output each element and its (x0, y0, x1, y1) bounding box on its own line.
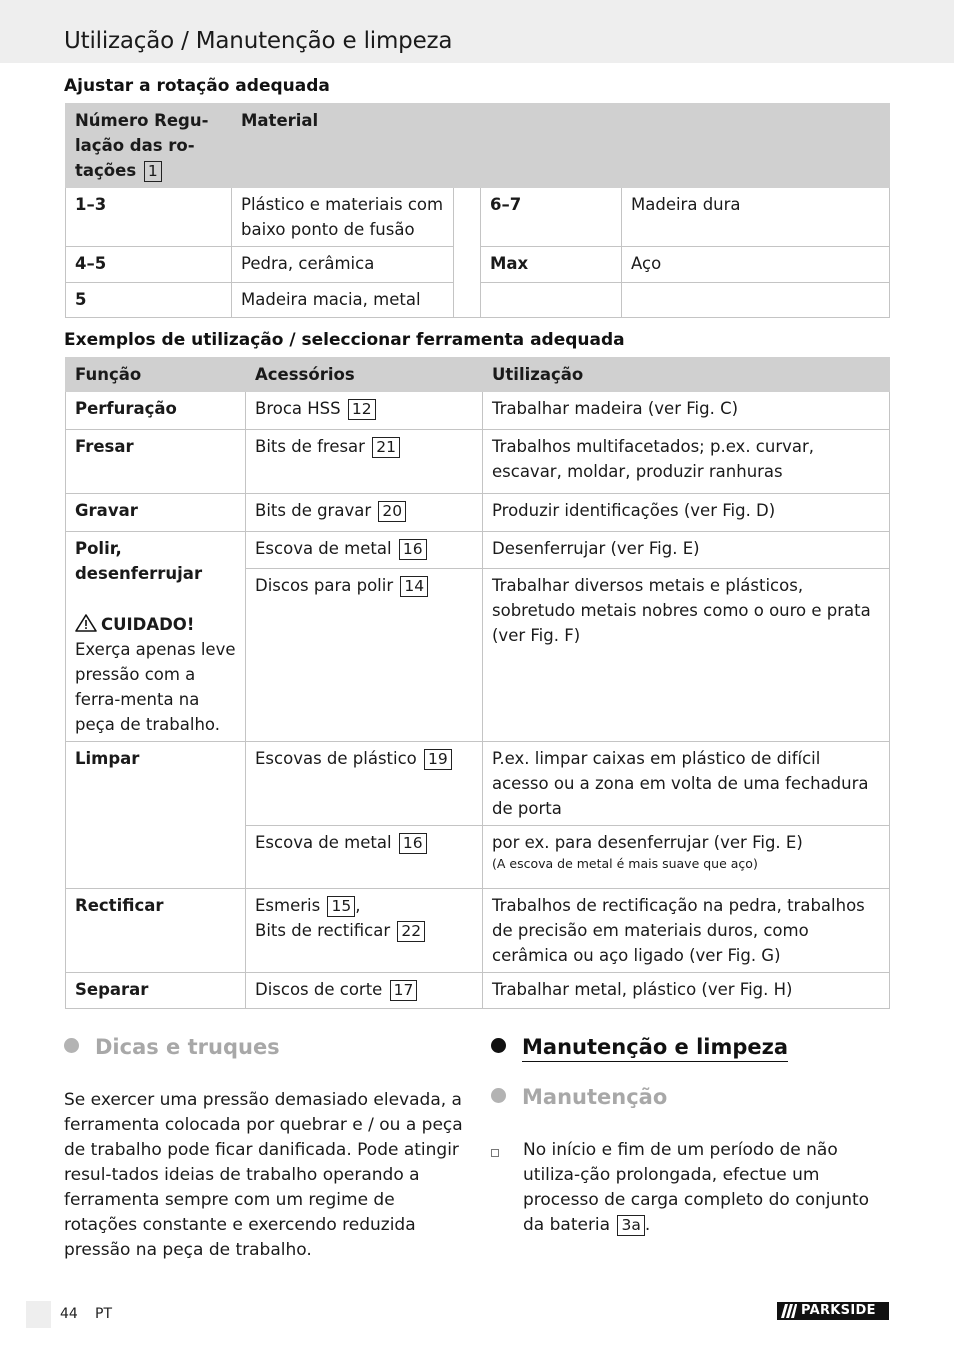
brand-logo: PARKSIDE (777, 1302, 889, 1320)
warning-text: Exerça apenas leve pressão com a ferra-menta na peça de trabalho. (75, 640, 236, 734)
bullet-icon (64, 1038, 79, 1053)
maintenance-subheading: Manutenção (491, 1085, 667, 1109)
language-code: PT (95, 1306, 112, 1322)
ref-box: 12 (348, 399, 376, 420)
bullet-icon (491, 1038, 506, 1053)
rotation-table (65, 103, 890, 318)
spacer-cell (454, 188, 481, 318)
header-usage: Utilização (483, 358, 890, 392)
table-row: Escova de metal 16 por ex. para desenferrujar (ver Fig. E) (A escova de metal é mais suave que aço) (66, 826, 890, 889)
page-number: 44 (60, 1306, 78, 1322)
table-row: Perfuração Broca HSS 12 Trabalhar madeira (ver Fig. C) (66, 392, 890, 430)
ref-box: 1 (144, 161, 162, 182)
ref-box: 22 (397, 921, 425, 942)
footer-marker (26, 1301, 51, 1328)
bullet-icon (491, 1088, 506, 1103)
note-text: (A escova de metal é mais suave que aço) (492, 856, 758, 871)
examples-section-title: Exemplos de utilização / seleccionar ferramenta adequada (64, 330, 625, 350)
table-row: 4–5 Pedra, cerâmica Max Aço (66, 247, 890, 283)
table-row: Fresar Bits de fresar 21 Trabalhos multifacetados; p.ex. curvar, escavar, moldar, produzir ranhuras (66, 430, 890, 494)
polir-function-cell: Polir, desenferrujar CUIDADO! Exerça apenas leve pressão com a ferra-menta na peça de trabalho. (66, 532, 246, 742)
ref-box: 14 (400, 576, 428, 597)
ref-box: 16 (399, 833, 427, 854)
page-title: Utilização / Manutenção e limpeza (64, 28, 453, 54)
ref-box: 19 (424, 749, 452, 770)
ref-box: 17 (390, 980, 418, 1001)
maintenance-heading: Manutenção e limpeza (491, 1035, 788, 1059)
ref-box: 21 (372, 437, 400, 458)
rotation-section-title: Ajustar a rotação adequada (64, 76, 330, 96)
ref-box: 15 (327, 896, 355, 917)
ref-box: 16 (399, 539, 427, 560)
tips-heading: Dicas e truques (64, 1035, 280, 1059)
table-row: 5 Madeira macia, metal (66, 283, 890, 318)
warning-triangle-icon (75, 614, 97, 632)
table-row: Polir, desenferrujar CUIDADO! Exerça apenas leve pressão com a ferra-menta na peça de trabalho. Escova de metal 16 Desenferrujar (ver Fig. E) (66, 532, 890, 569)
table-row: Discos para polir 14 Trabalhar diversos metais e plásticos, sobretudo metais nobres como o ouro e prata (ver Fig. F) (66, 569, 890, 742)
maintenance-item: No início e fim de um período de não utiliza-ção prolongada, efectue um processo de carga completo do conjunto da bateria 3a . (523, 1140, 870, 1235)
header-accessories: Acessórios (246, 358, 483, 392)
table-row: Gravar Bits de gravar 20 Produzir identificações (ver Fig. D) (66, 494, 890, 532)
ref-box: 3a (617, 1215, 644, 1236)
table-row: Limpar Escovas de plástico 19 P.ex. limpar caixas em plástico de difícil acesso ou a zona em volta de uma fechadura de porta (66, 742, 890, 826)
rotation-header-number: Número Regu- lação das ro- tações 1 (66, 104, 232, 188)
header-function: Função (66, 358, 246, 392)
logo-stripes-icon (781, 1304, 797, 1318)
rotation-header-material: Material (232, 104, 890, 188)
checkbox-square-icon (491, 1149, 499, 1157)
examples-table (65, 357, 890, 1009)
ref-box: 20 (378, 501, 406, 522)
table-row: Separar Discos de corte 17 Trabalhar metal, plástico (ver Fig. H) (66, 973, 890, 1009)
table-row: 1–3 Plástico e materiais com baixo ponto de fusão 6–7 Madeira dura (66, 188, 890, 247)
table-row: Rectificar Esmeris 15 , Bits de rectificar 22 Trabalhos de rectificação na pedra, trabalhos de precisão em materiais duros, como cerâmica ou aço ligado (ver Fig. G) (66, 889, 890, 973)
tips-text: Se exercer uma pressão demasiado elevada, a ferramenta colocada por quebrar e / ou a peça de trabalho pode ficar danificada. Pode atingir resul-tados ideias de trabalho operando a ferramenta sempre com um regime de rotações constante e exercendo reduzida pressão na peça de trabalho. (64, 1090, 463, 1260)
warning-title: CUIDADO! (75, 612, 236, 637)
